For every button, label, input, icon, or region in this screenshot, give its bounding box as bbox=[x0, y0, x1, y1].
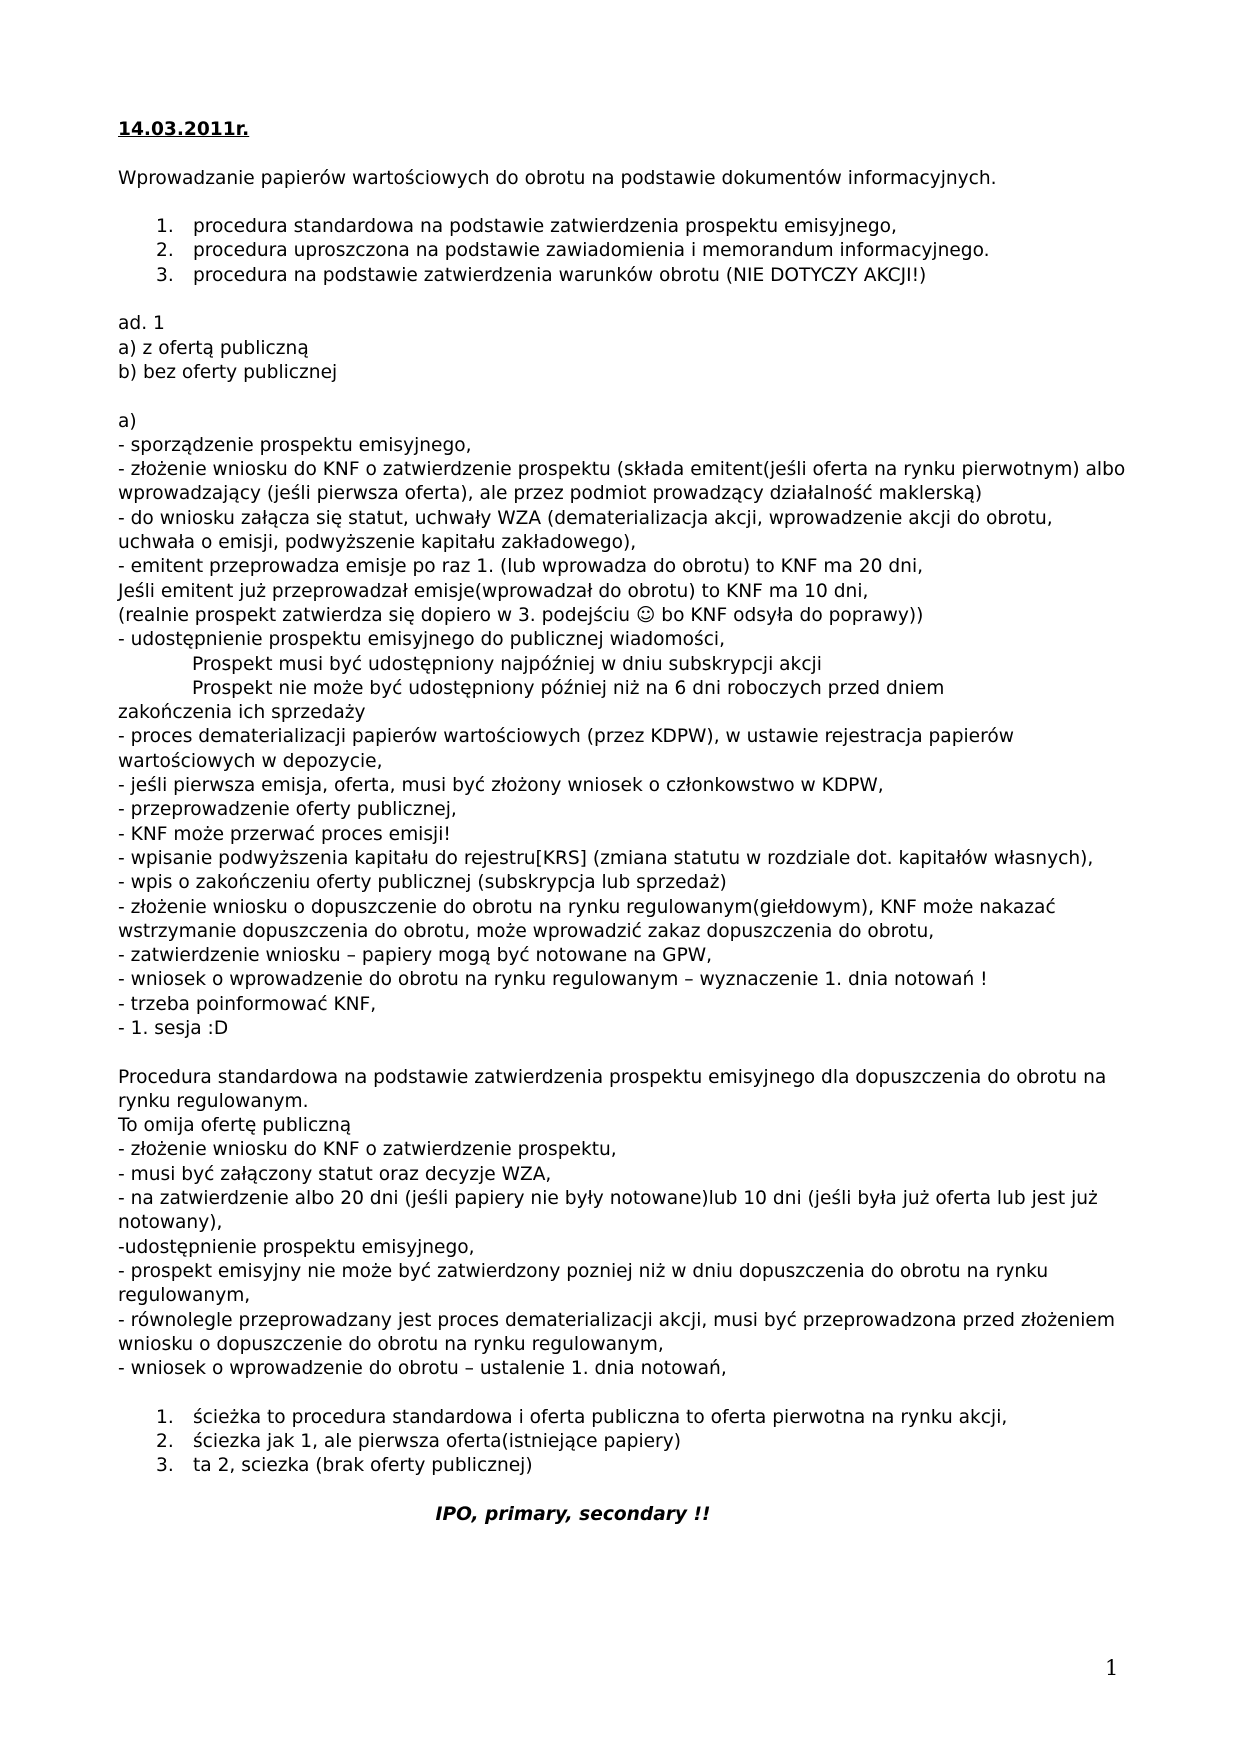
path-list bbox=[118, 1406, 1128, 1479]
text-line: - jeśli pierwsza emisja, oferta, musi być złożony wniosek o członkowstwo w KDPW, bbox=[118, 775, 884, 797]
text-line: - wpisanie podwyższenia kapitału do rejestru[KRS] (zmiana statutu w rozdziale dot. kapitałów własnych), bbox=[118, 847, 1094, 869]
section-a-label: a) bbox=[118, 410, 137, 432]
text-line: - KNF może przerwać proces emisji! bbox=[118, 823, 451, 845]
text-line: - sporządzenie prospektu emisyjnego, bbox=[118, 434, 472, 456]
document-date: 14.03.2011r. bbox=[118, 119, 250, 140]
text-line: - 1. sesja :D bbox=[118, 1017, 229, 1039]
text-line: - równolegle przeprowadzany jest proces dematerializacji akcji, musi być przeprowadzona przed złożeniem wniosku o dopuszczenie do obrotu na rynku regulowanym, bbox=[118, 1309, 1115, 1355]
intro-heading: Wprowadzanie papierów wartościowych do obrotu na podstawie dokumentów informacyjnych. bbox=[118, 167, 997, 189]
text-line: - wpis o zakończeniu oferty publicznej (subskrypcja lub sprzedaż) bbox=[118, 872, 727, 894]
text-line: - wniosek o wprowadzenie do obrotu – ustalenie 1. dnia notowań, bbox=[118, 1358, 727, 1380]
list-item: 2. ściezka jak 1, ale pierwsza oferta(istniejące papiery) bbox=[156, 1431, 681, 1453]
text-line: - złożenie wniosku do KNF o zatwierdzenie prospektu, bbox=[118, 1139, 617, 1161]
text-line: Procedura standardowa na podstawie zatwierdzenia prospektu emisyjnego dla dopuszczenia do obrotu na rynku regulowanym. bbox=[118, 1066, 1107, 1112]
text-line: - złożenie wniosku o dopuszczenie do obrotu na rynku regulowanym(giełdowym), KNF może nakazać wstrzymanie dopuszczenia do obrotu, może wprowadzić zakaz dopuszczenia do obrotu, bbox=[118, 896, 1056, 942]
text-line: - emitent przeprowadza emisje po raz 1. (lub wprowadza do obrotu) to KNF ma 20 dni, bbox=[118, 556, 924, 578]
indented-line: Prospekt musi być udostępniony najpóźniej w dniu subskrypcji akcji bbox=[192, 653, 822, 675]
indented-line: Prospekt nie może być udostępniony później niż na 6 dni roboczych przed dniem bbox=[192, 677, 945, 699]
list-item: 2. procedura uproszczona na podstawie zawiadomienia i memorandum informacyjnego. bbox=[156, 240, 990, 262]
text-line: - zatwierdzenie wniosku – papiery mogą być notowane na GPW, bbox=[118, 945, 713, 967]
text-line: - musi być załączony statut oraz decyzje WZA, bbox=[118, 1163, 552, 1185]
text-line: zakończenia ich sprzedaży bbox=[118, 702, 366, 724]
text-line: - proces dematerializacji papierów wartościowych (przez KDPW), w ustawie rejestracja papierów wartościowych w depozycie, bbox=[118, 726, 1014, 772]
text-line: - do wniosku załącza się statut, uchwały WZA (dematerializacja akcji, wprowadzenie akcji do obrotu, uchwała o emisji, podwyższenie kapitału zakładowego), bbox=[118, 507, 1053, 554]
page-number: 1 bbox=[1105, 1656, 1119, 1680]
text-line: - przeprowadzenie oferty publicznej, bbox=[118, 799, 457, 821]
text-line: Jeśli emitent już przeprowadzał emisje(wprowadzał do obrotu) to KNF ma 10 dni, bbox=[118, 580, 869, 602]
list-item: 1. ścieżka to procedura standardowa i oferta publiczna to oferta pierwotna na rynku akcji, bbox=[156, 1406, 1008, 1428]
list-item: 3. procedura na podstawie zatwierdzenia warunków obrotu (NIE DOTYCZY AKCJI!) bbox=[156, 264, 927, 286]
ad-heading: ad. 1 bbox=[118, 313, 165, 335]
text-line: (realnie prospekt zatwierdza się dopiero w 3. podejściu ☺ bo KNF odsyła do poprawy)) bbox=[118, 604, 924, 626]
text-line: - trzeba poinformować KNF, bbox=[118, 993, 377, 1015]
ad-option-b: b) bez oferty publicznej bbox=[118, 361, 338, 383]
document-body bbox=[118, 118, 1128, 1527]
text-line: -udostępnienie prospektu emisyjnego, bbox=[118, 1236, 475, 1258]
procedure-list bbox=[118, 215, 1128, 288]
text-line: - złożenie wniosku do KNF o zatwierdzenie prospektu (składa emitent(jeśli oferta na rynku pierwotnym) albo wprowadzający (jeśli pierwsza oferta), ale przez podmiot prowadzący działalność maklerską) bbox=[118, 459, 1126, 505]
text-line: - udostępnienie prospektu emisyjnego do publicznej wiadomości, bbox=[118, 629, 725, 651]
ad-option-a: a) z ofertą publiczną bbox=[118, 337, 309, 359]
footer-note: IPO, primary, secondary !! bbox=[435, 1503, 711, 1525]
list-item: 3. ta 2, sciezka (brak oferty publicznej) bbox=[156, 1455, 533, 1477]
text-line: - na zatwierdzenie albo 20 dni (jeśli papiery nie były notowane)lub 10 dni (jeśli była już oferta lub jest już notowany), bbox=[118, 1188, 1098, 1234]
text-line: - wniosek o wprowadzenie do obrotu na rynku regulowanym – wyznaczenie 1. dnia notowań ! bbox=[118, 969, 988, 991]
list-item: 1. procedura standardowa na podstawie zatwierdzenia prospektu emisyjnego, bbox=[156, 216, 897, 238]
text-line: - prospekt emisyjny nie może być zatwierdzony pozniej niż w dniu dopuszczenia do obrotu na rynku regulowanym, bbox=[118, 1260, 1049, 1307]
text-line: To omija ofertę publiczną bbox=[118, 1115, 352, 1137]
